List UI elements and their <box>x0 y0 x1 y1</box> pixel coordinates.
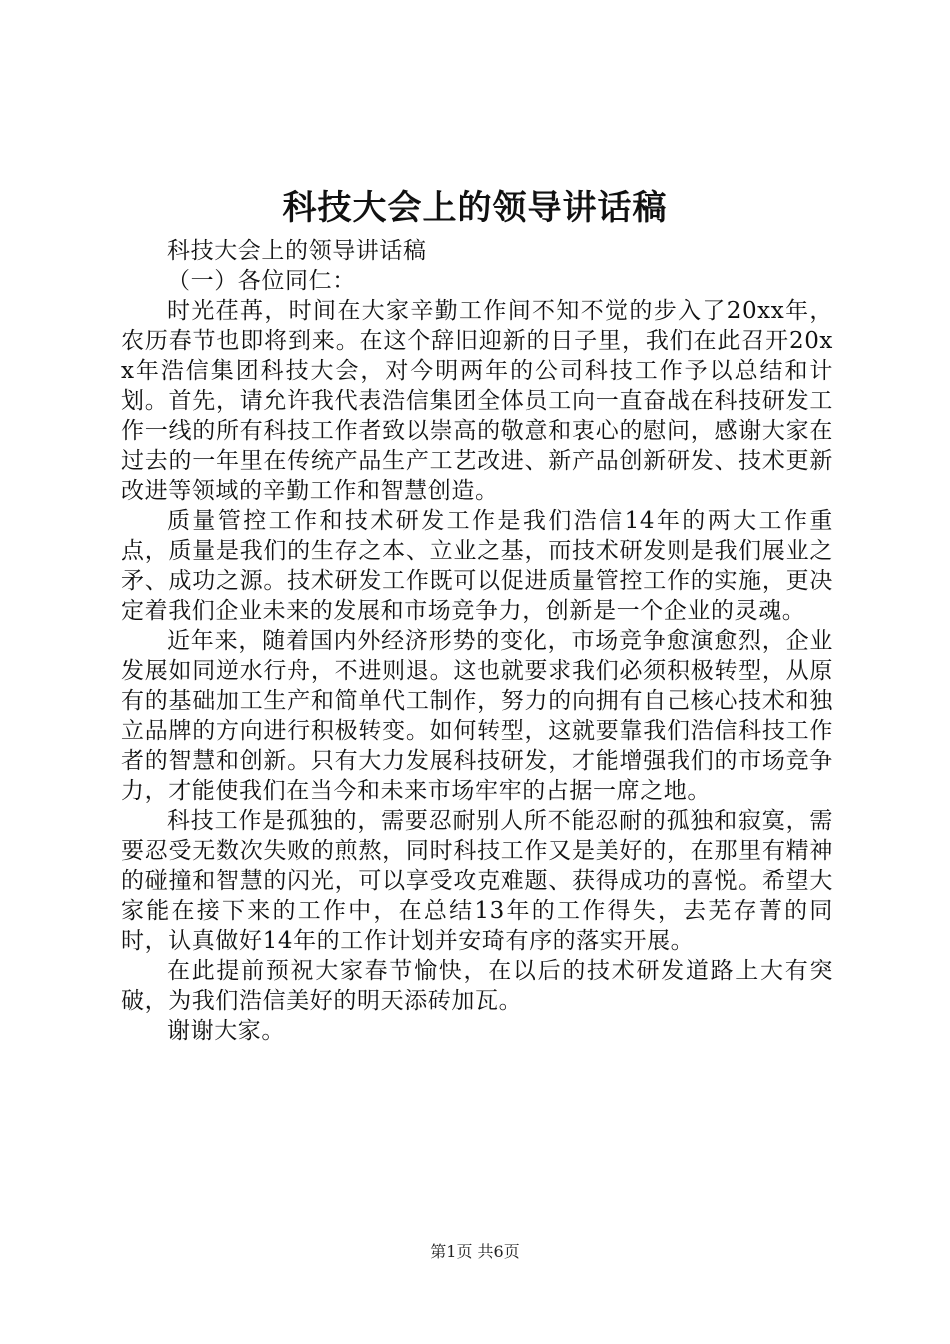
document-body <box>121 236 833 1046</box>
paragraph-opening: 时光荏苒，时间在大家辛勤工作间不知不觉的步入了20xx年，农历春节也即将到来。在这个辞旧迎新的日子里，我们在此召开20xx年浩信集团科技大会，对今明两年的公司科技工作予以总结和计划。首先，请允许我代表浩信集团全体员工向一直奋战在科技研发工作一线的所有科技工作者致以崇高的敬意和衷心的慰问，感谢大家在过去的一年里在传统产品生产工艺改进、新产品创新研发、技术更新改进等领域的辛勤工作和智慧创造。 <box>121 298 833 504</box>
paragraph-thanks: 谢谢大家。 <box>167 1018 285 1044</box>
paragraph-salutation: （一）各位同仁： <box>167 268 356 294</box>
paragraph-greetings: 在此提前预祝大家春节愉快，在以后的技术研发道路上大有突破，为我们浩信美好的明天添砖加瓦。 <box>121 958 833 1014</box>
paragraph-quality-and-rnd: 质量管控工作和技术研发工作是我们浩信14年的两大工作重点，质量是我们的生存之本、立业之基，而技术研发则是我们展业之矛、成功之源。技术研发工作既可以促进质量管控工作的实施，更决定着我们企业未来的发展和市场竞争力，创新是一个企业的灵魂。 <box>121 508 833 624</box>
page-number-footer: 第1页 共6页 <box>430 1242 520 1261</box>
paragraph-tech-work: 科技工作是孤独的，需要忍耐别人所不能忍耐的孤独和寂寞，需要忍受无数次失败的煎熬，同时科技工作又是美好的，在那里有精神的碰撞和智慧的闪光，可以享受攻克难题、获得成功的喜悦。希望大家能在接下来的工作中，在总结13年的工作得失，去芜存菁的同时，认真做好14年的工作计划并安琦有序的落实开展。 <box>121 808 833 954</box>
paragraph-subtitle: 科技大会上的领导讲话稿 <box>167 238 427 264</box>
paragraph-transformation: 近年来，随着国内外经济形势的变化，市场竞争愈演愈烈，企业发展如同逆水行舟，不进则退。这也就要求我们必须积极转型，从原有的基础加工生产和简单代工制作，努力的向拥有自己核心技术和独立品牌的方向进行积极转变。如何转型，这就要靠我们浩信科技工作者的智慧和创新。只有大力发展科技研发，才能增强我们的市场竞争力，才能使我们在当今和未来市场牢牢的占据一席之地。 <box>121 628 833 804</box>
document-title: 科技大会上的领导讲话稿 <box>282 188 668 228</box>
